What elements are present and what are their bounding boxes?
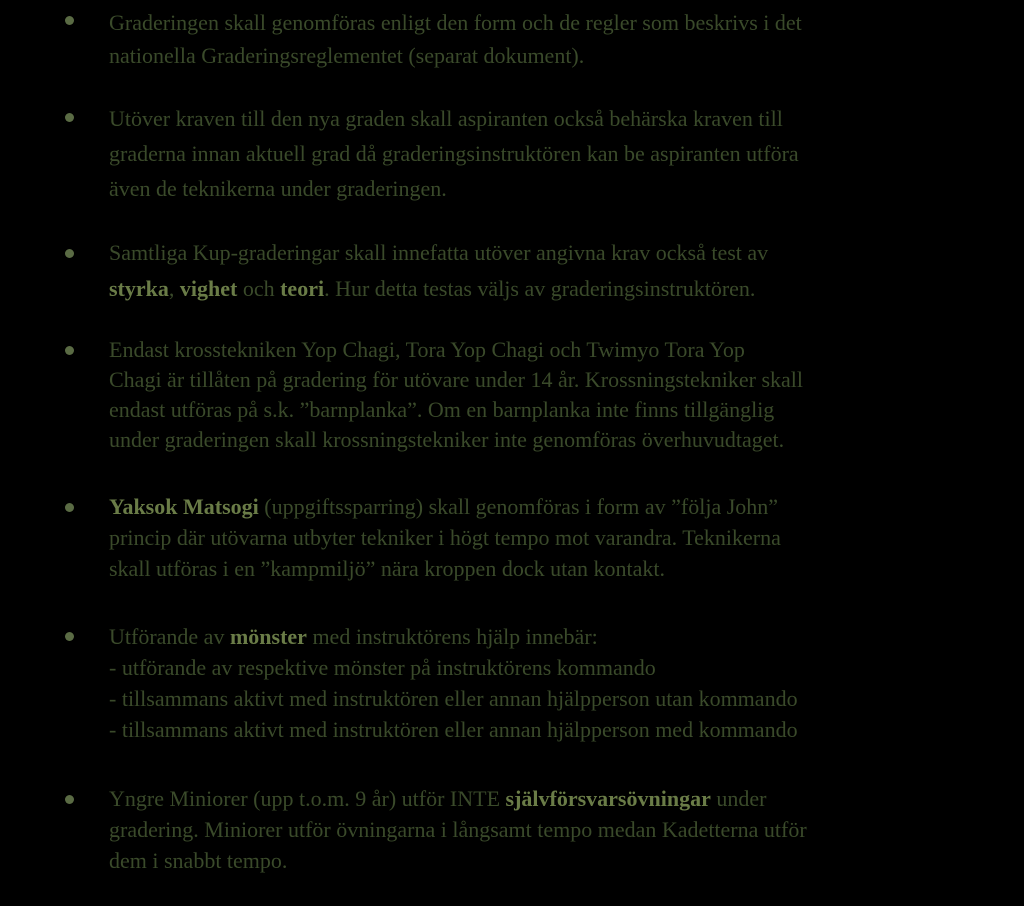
bold-term: vighet	[179, 276, 238, 301]
item-text-line: dem i snabbt tempo.	[109, 848, 288, 873]
text-fragment: och	[237, 276, 281, 301]
list-item	[109, 6, 1009, 72]
item-text-line	[109, 491, 1009, 522]
text-fragment: med instruktörens hjälp innebär:	[306, 624, 598, 649]
text-fragment: (uppgiftssparring) skall genomföras i form av ”följa John”	[258, 494, 779, 519]
item-text-line: skall utföras i en ”kampmiljö” nära kroppen dock utan kontakt.	[109, 556, 665, 581]
item-text-line: Samtliga Kup-graderingar skall innefatta utöver angivna krav också test av	[109, 240, 769, 265]
list-item	[109, 783, 1009, 876]
item-text-line: Graderingen skall genomföras enligt den form och de regler som beskrivs i det	[109, 10, 802, 35]
item-text-line: nationella Graderingsreglementet (separat dokument).	[109, 43, 585, 68]
item-text-line: gradering. Miniorer utför övningarna i långsamt tempo medan Kadetterna utför	[109, 817, 807, 842]
bold-term: Yaksok Matsogi	[109, 494, 259, 519]
text-fragment: Yngre Miniorer (upp t.o.m. 9 år) utför INTE	[109, 786, 506, 811]
item-text-line	[109, 621, 1009, 652]
item-text-line: endast utföras på s.k. ”barnplanka”. Om en barnplanka inte finns tillgänglig	[109, 397, 775, 422]
item-text-line: graderna innan aktuell grad då graderingsinstruktören kan be aspiranten utföra	[109, 141, 799, 166]
item-text-line: Chagi är tillåten på gradering för utövare under 14 år. Krossningstekniker skall	[109, 367, 804, 392]
bullet-icon	[65, 503, 74, 512]
list-item	[109, 491, 1009, 584]
text-fragment: Utförande av	[109, 624, 230, 649]
item-text-line: även de teknikerna under graderingen.	[109, 176, 447, 201]
bullet-icon	[65, 795, 74, 804]
item-text-line: under graderingen skall krossningstekniker inte genomföras överhuvudtaget.	[109, 427, 785, 452]
bold-term: styrka	[109, 276, 169, 301]
bullet-icon	[65, 632, 74, 641]
list-item	[109, 101, 1009, 206]
item-text-line: Endast krosstekniken Yop Chagi, Tora Yop Chagi och Twimyo Tora Yop	[109, 337, 745, 362]
text-fragment: under	[710, 786, 767, 811]
bold-term: teori	[280, 276, 325, 301]
item-text-line	[109, 783, 1009, 814]
list-item	[109, 235, 1009, 307]
list-item	[109, 335, 1009, 455]
bold-term: mönster	[229, 624, 307, 649]
item-text-line: - utförande av respektive mönster på instruktörens kommando	[109, 655, 656, 680]
item-text-line	[109, 271, 1009, 307]
text-fragment: . Hur detta testas väljs av graderingsinstruktören.	[324, 276, 756, 301]
text-fragment: ,	[168, 276, 180, 301]
item-text-line: - tillsammans aktivt med instruktören eller annan hjälpperson med kommando	[109, 717, 798, 742]
item-text-line: Utöver kraven till den nya graden skall aspiranten också behärska kraven till	[109, 106, 783, 131]
bullet-icon	[65, 16, 74, 25]
bullet-icon	[65, 249, 74, 258]
item-text-line: princip där utövarna utbyter tekniker i högt tempo mot varandra. Teknikerna	[109, 525, 781, 550]
item-text-line: - tillsammans aktivt med instruktören eller annan hjälpperson utan kommando	[109, 686, 798, 711]
bold-term: självförsvarsövningar	[505, 786, 711, 811]
bullet-icon	[65, 113, 74, 122]
list-item	[109, 621, 1009, 745]
bullet-icon	[65, 346, 74, 355]
